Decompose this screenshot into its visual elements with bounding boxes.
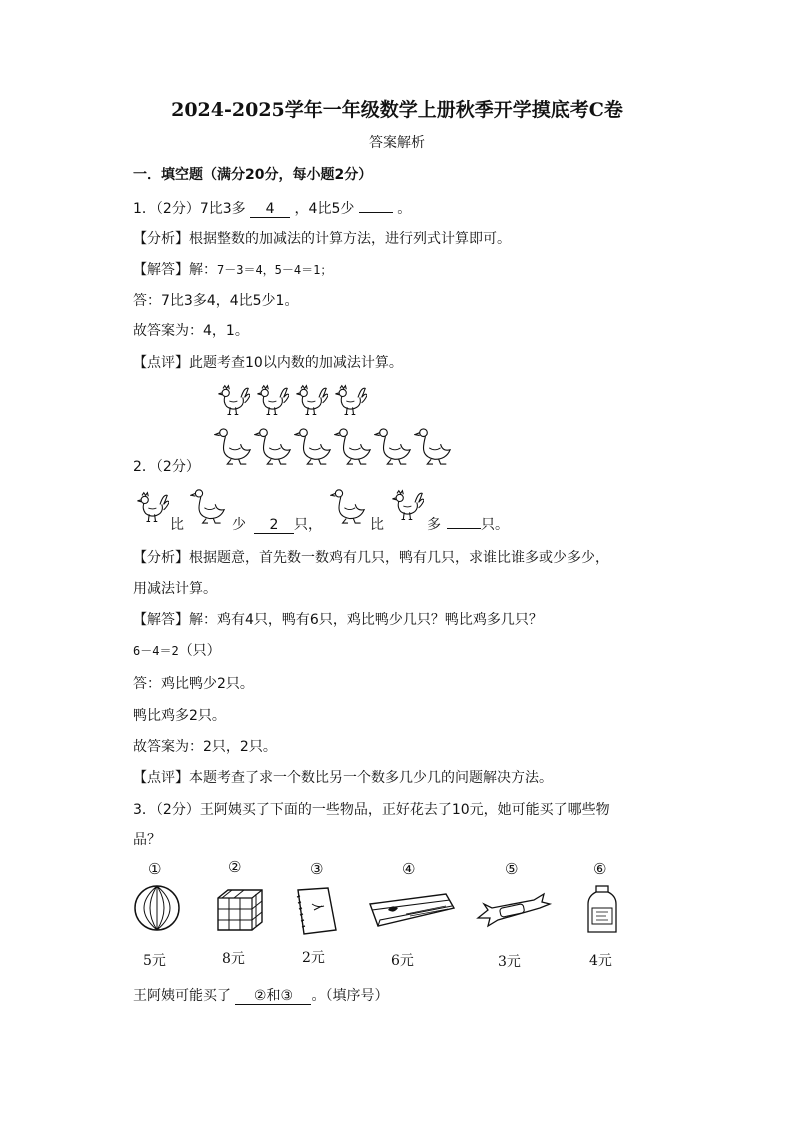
q3-answer-blank[interactable]: ②和③: [235, 988, 311, 1005]
q1-final-answer: 故答案为：4，1。: [133, 323, 249, 339]
rooster-icon: [253, 384, 289, 418]
q1-solution-label: 【解答】解：: [133, 262, 217, 278]
q1-blank-2[interactable]: [359, 212, 393, 213]
item-price: 2元: [302, 950, 325, 966]
item-number: ③: [310, 860, 324, 878]
q2-expr: 6－4＝2: [133, 644, 179, 658]
section-heading: 一．填空题（满分20分，每小题2分）: [133, 167, 373, 183]
q1-stem-b: ，4比5少: [294, 201, 355, 217]
q2-expression: [133, 640, 221, 660]
q2-duo: 多: [427, 517, 441, 533]
item-number: ⑤: [505, 860, 519, 878]
q3-answer-prefix: 王阿姨可能买了: [133, 988, 231, 1004]
page-subtitle: 答案解析: [369, 135, 425, 151]
item-number: ②: [228, 858, 242, 876]
q2-answer-1: 答：鸡比鸭少2只。: [133, 676, 254, 692]
q3-answer: [133, 985, 388, 1005]
q2-blank-1-row: [254, 514, 322, 534]
item-price: 8元: [222, 951, 245, 967]
cube-icon: [216, 888, 264, 932]
duck-icon: [414, 426, 452, 466]
bottle-icon: [586, 884, 618, 936]
duck-icon: [294, 426, 332, 466]
q2-analysis-1: 【分析】根据题意，首先数一数鸡有几只，鸭有几只，求谁比谁多或少多少，: [133, 550, 609, 566]
q3-answer-suffix: 。（填序号）: [311, 988, 389, 1004]
q1-stem-c: 。: [397, 201, 412, 217]
q2-bi-1: 比: [170, 517, 184, 533]
notebook-icon: [292, 886, 338, 936]
q2-label: 2．（2分）: [133, 459, 200, 475]
q2-comment: 【点评】本题考查了求一个数比另一个数多几少几的问题解决方法。: [133, 770, 553, 786]
rooster-icon: [133, 490, 169, 526]
q2-analysis-2: 用减法计算。: [133, 581, 217, 597]
duck-icon: [214, 426, 252, 466]
item-number: ④: [402, 860, 416, 878]
q1-solution-expr: 7－3＝4，5－4＝1；: [217, 263, 333, 277]
candy-icon: [474, 892, 554, 928]
q1-comment: 【点评】此题考查10以内数的加减法计算。: [133, 355, 403, 371]
q2-expr-unit: （只）: [178, 643, 221, 659]
duck-icon: [330, 486, 366, 526]
item-price: 3元: [498, 954, 521, 970]
item-number: ①: [148, 860, 162, 878]
item-price: 6元: [391, 953, 414, 969]
q3-stem-2: 品？: [133, 832, 161, 848]
q1-stem: [133, 198, 411, 218]
q2-blank-2-row: [447, 514, 509, 534]
q2-solution: 【解答】解：鸡有4只，鸭有6只，鸡比鸭少几只？鸭比鸡多几只？: [133, 612, 543, 628]
item-price: 4元: [589, 953, 612, 969]
rooster-icon: [331, 384, 367, 418]
q1-solution: [133, 259, 332, 279]
duck-icon: [254, 426, 292, 466]
q2-shao: 少: [232, 517, 246, 533]
item-number: ⑥: [593, 860, 607, 878]
item-price: 5元: [143, 953, 166, 969]
q2-answer-2: 鸭比鸡多2只。: [133, 708, 226, 724]
q2-blank-2[interactable]: [447, 528, 481, 529]
rooster-icon: [292, 384, 328, 418]
duck-icon: [334, 426, 372, 466]
q1-analysis: 【分析】根据整数的加减法的计算方法，进行列式计算即可。: [133, 231, 511, 247]
q2-final-answer: 故答案为：2只，2只。: [133, 739, 277, 755]
q2-zhi-1: 只，: [294, 517, 322, 533]
q3-stem-1: 3．（2分）王阿姨买了下面的一些物品，正好花去了10元，她可能买了哪些物: [133, 802, 610, 818]
duck-icon: [190, 486, 226, 526]
rooster-icon: [388, 488, 424, 524]
duck-icon: [374, 426, 412, 466]
q1-blank-1[interactable]: 4: [250, 201, 290, 218]
pencil-case-icon: [366, 890, 456, 930]
q2-bi-2: 比: [370, 517, 384, 533]
q1-stem-a: 1．（2分）7比3多: [133, 201, 246, 217]
ball-icon: [133, 884, 181, 932]
rooster-icon: [214, 384, 250, 418]
q1-answer: 答：7比3多4，4比5少1。: [133, 293, 299, 309]
q2-blank-1[interactable]: 2: [254, 517, 294, 534]
page-title: 2024-2025学年一年级数学上册秋季开学摸底考C卷: [171, 99, 623, 121]
q2-zhi-2: 只。: [481, 517, 509, 533]
